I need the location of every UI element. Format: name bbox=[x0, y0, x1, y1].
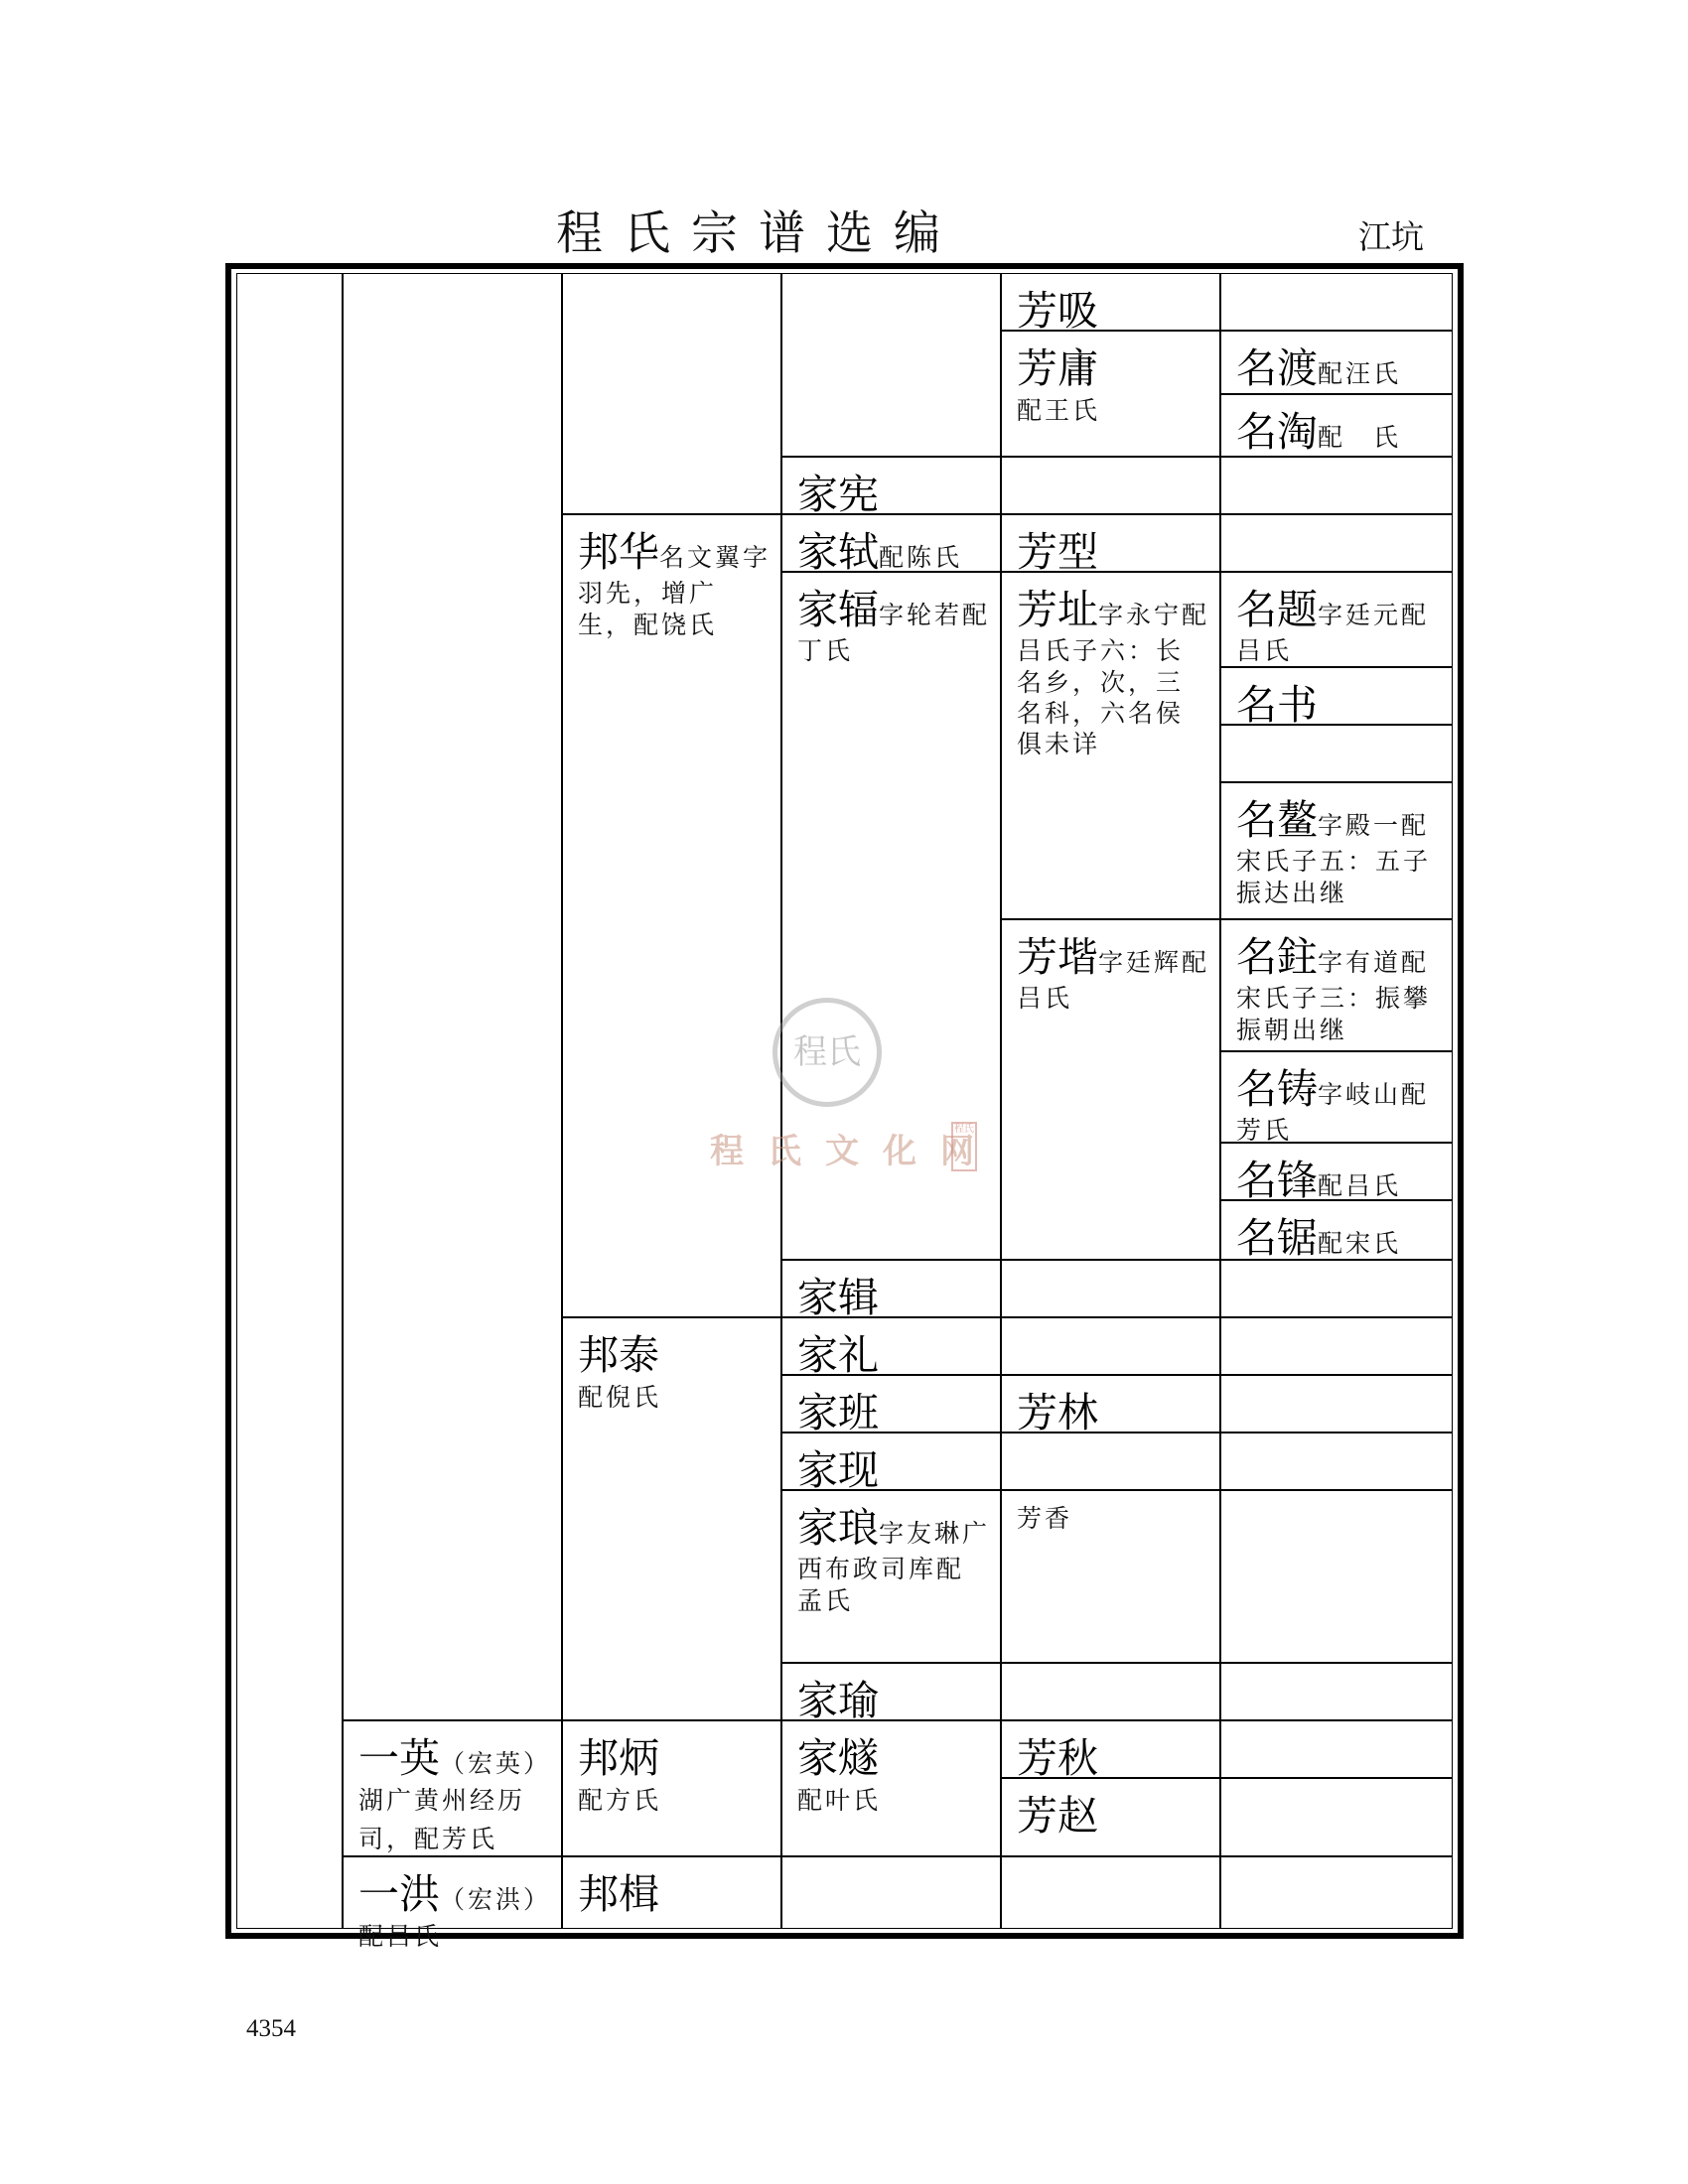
person-name: 芳香 bbox=[1017, 1504, 1073, 1533]
person-name: 家礼 bbox=[797, 1331, 879, 1379]
person-cell bbox=[781, 1663, 1001, 1724]
person-note: 字廷辉配吕氏 bbox=[1017, 948, 1210, 1014]
person-cell bbox=[781, 457, 1001, 518]
person-cell bbox=[1220, 667, 1453, 729]
person-note: 配吕氏 bbox=[358, 1922, 443, 1952]
person-cell bbox=[343, 1856, 562, 1952]
empty-cell bbox=[1220, 1490, 1453, 1663]
person-cell bbox=[1220, 782, 1453, 919]
person-note: 字友琳广西布政司库配孟氏 bbox=[797, 1519, 991, 1615]
empty-cell bbox=[1220, 1433, 1453, 1490]
person-name: 名鉒 bbox=[1236, 933, 1318, 981]
empty-cell bbox=[1220, 1663, 1453, 1720]
empty-cell bbox=[1001, 1856, 1220, 1929]
empty-cell bbox=[1220, 514, 1453, 572]
person-note: 配汪氏 bbox=[1318, 359, 1402, 388]
empty-cell bbox=[1001, 1663, 1220, 1720]
person-note: 配陈氏 bbox=[879, 543, 963, 572]
empty-cell bbox=[781, 1856, 1001, 1929]
person-note: 字殿一配宋氏子五：五子振达出继 bbox=[1236, 811, 1432, 907]
person-cell bbox=[781, 1433, 1001, 1494]
person-name: 芳庸 bbox=[1017, 344, 1098, 392]
person-note: 字有道配宋氏子三：振攀振朝出继 bbox=[1236, 948, 1432, 1044]
person-alt-name: （宏英） bbox=[440, 1749, 552, 1778]
empty-cell bbox=[1001, 1433, 1220, 1490]
person-name: 名铸 bbox=[1236, 1065, 1318, 1113]
person-name: 名锋 bbox=[1236, 1157, 1318, 1204]
person-name: 名题 bbox=[1236, 586, 1318, 633]
person-cell bbox=[1220, 1143, 1453, 1204]
place-name: 江坑 bbox=[1358, 217, 1424, 256]
page-number: 4354 bbox=[246, 2015, 296, 2042]
empty-cell bbox=[1220, 1778, 1453, 1856]
person-note: 字岐山配芳氏 bbox=[1236, 1080, 1430, 1146]
person-name: 芳赵 bbox=[1017, 1792, 1098, 1840]
person-name: 名锯 bbox=[1236, 1214, 1318, 1262]
person-name: 芳址 bbox=[1017, 586, 1098, 633]
empty-cell bbox=[1220, 1260, 1453, 1317]
person-name: 名淘 bbox=[1236, 408, 1318, 456]
empty-column bbox=[236, 273, 343, 1929]
person-note: 名文翼字羽先，增广生，配饶氏 bbox=[578, 543, 772, 639]
empty-cell bbox=[1001, 457, 1220, 514]
person-name: 邦泰 bbox=[578, 1331, 659, 1379]
person-name: 家现 bbox=[797, 1446, 879, 1494]
person-name: 芳型 bbox=[1017, 528, 1098, 576]
person-name: 家轼 bbox=[797, 528, 879, 576]
person-note: 配方氏 bbox=[578, 1786, 662, 1816]
person-cell bbox=[1220, 394, 1453, 457]
person-cell bbox=[1001, 1778, 1220, 1856]
person-name: 家辐 bbox=[797, 586, 879, 633]
empty-cell bbox=[1001, 1260, 1220, 1317]
empty-cell bbox=[1001, 1317, 1220, 1375]
person-note: 配 氏 bbox=[1318, 423, 1402, 452]
person-name: 邦炳 bbox=[578, 1734, 659, 1782]
person-note: 字廷元配吕氏 bbox=[1236, 601, 1430, 666]
person-name: 家瑜 bbox=[797, 1677, 879, 1724]
person-name: 一洪 bbox=[358, 1870, 440, 1918]
person-name: 家琅 bbox=[797, 1504, 879, 1552]
person-cell bbox=[1001, 1375, 1220, 1436]
watermark-seal: 程氏 bbox=[773, 998, 882, 1107]
person-name: 家辑 bbox=[797, 1274, 879, 1321]
person-note: 配王氏 bbox=[1017, 396, 1101, 426]
person-cell bbox=[781, 1720, 1001, 1856]
person-name: 家宪 bbox=[797, 471, 879, 518]
person-name: 名鳌 bbox=[1236, 796, 1318, 844]
person-cell bbox=[1220, 572, 1453, 667]
person-note: 配倪氏 bbox=[578, 1383, 662, 1413]
empty-cell bbox=[1220, 1317, 1453, 1375]
watermark-text: 程氏文化网 bbox=[710, 1132, 998, 1171]
person-name: 邦楫 bbox=[578, 1870, 659, 1918]
person-note: 配叶氏 bbox=[797, 1786, 882, 1816]
person-cell bbox=[1001, 1720, 1220, 1782]
person-cell bbox=[781, 1490, 1001, 1663]
person-cell bbox=[1220, 1200, 1453, 1260]
person-note: 字轮若配丁氏 bbox=[797, 601, 991, 666]
person-name: 邦华 bbox=[578, 528, 659, 576]
person-cell bbox=[562, 514, 781, 1317]
person-name: 家燧 bbox=[797, 1734, 879, 1782]
person-cell bbox=[781, 1260, 1001, 1321]
page-title: 程氏宗谱选编 bbox=[556, 206, 961, 261]
person-note: 字永宁配吕氏子六：长名乡，次，三名科，六名侯俱未详 bbox=[1017, 601, 1210, 758]
empty-cell bbox=[781, 273, 1001, 457]
empty-cell bbox=[1220, 1720, 1453, 1778]
person-name: 名书 bbox=[1236, 681, 1318, 729]
person-note: 配吕氏 bbox=[1318, 1171, 1402, 1200]
empty-cell bbox=[562, 273, 781, 514]
empty-cell bbox=[1220, 457, 1453, 514]
person-cell bbox=[781, 1375, 1001, 1436]
person-name: 芳秋 bbox=[1017, 1734, 1098, 1782]
person-cell bbox=[781, 1317, 1001, 1379]
person-cell bbox=[1001, 514, 1220, 576]
person-name: 芳吸 bbox=[1017, 287, 1098, 335]
person-cell bbox=[1220, 1051, 1453, 1146]
person-note: 湖广黄州经历司，配芳氏 bbox=[358, 1786, 526, 1853]
empty-cell bbox=[1220, 1856, 1453, 1929]
person-name: 名渡 bbox=[1236, 344, 1318, 392]
empty-cell bbox=[1220, 273, 1453, 331]
empty-cell bbox=[1220, 1375, 1453, 1433]
empty-cell bbox=[343, 273, 562, 1720]
person-cell bbox=[1001, 919, 1220, 1260]
person-cell bbox=[1220, 331, 1453, 394]
empty-cell bbox=[1220, 725, 1453, 782]
person-cell bbox=[562, 1720, 781, 1856]
person-name: 一英 bbox=[358, 1734, 440, 1782]
person-cell bbox=[343, 1720, 562, 1856]
person-cell bbox=[1001, 331, 1220, 457]
person-name: 家班 bbox=[797, 1389, 879, 1436]
person-cell bbox=[1001, 273, 1220, 335]
person-cell bbox=[562, 1856, 781, 1929]
person-name: 芳林 bbox=[1017, 1389, 1098, 1436]
person-note: 配宋氏 bbox=[1318, 1229, 1402, 1258]
watermark-stamp: 程氏 bbox=[951, 1122, 977, 1171]
person-cell bbox=[781, 514, 1001, 576]
person-cell bbox=[562, 1317, 781, 1720]
person-cell bbox=[1220, 919, 1453, 1051]
person-name: 芳堦 bbox=[1017, 933, 1098, 981]
person-alt-name: （宏洪） bbox=[440, 1885, 552, 1914]
person-cell bbox=[1001, 572, 1220, 919]
person-cell bbox=[1001, 1490, 1220, 1663]
